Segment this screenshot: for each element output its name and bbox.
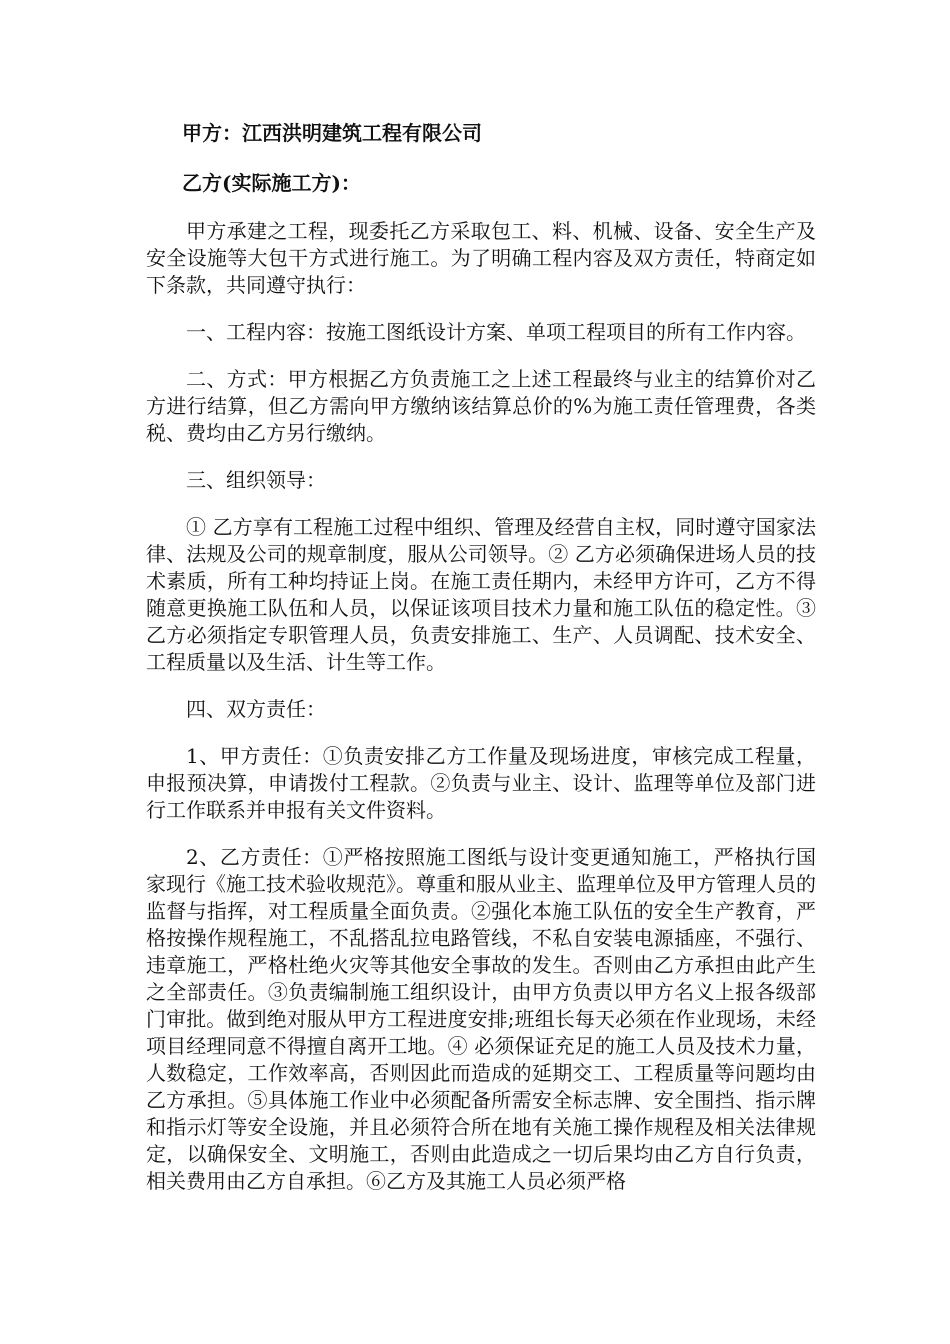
- section-3-title: 三、组织领导：: [186, 468, 326, 492]
- party-a-line: 甲方：江西洪明建筑工程有限公司: [182, 121, 482, 145]
- intro-paragraph: [146, 218, 816, 299]
- party-b-line: 乙方(实际施工方)：: [182, 171, 361, 195]
- contract-page: [146, 118, 816, 1215]
- section-2-text-after-blank: %为施工责任管理费，各类税、费均由乙方另行缴纳。: [146, 394, 816, 445]
- section-4-title: 四、双方责任：: [186, 697, 326, 721]
- section-4-party-b-duties: 2、乙方责任：①严格按照施工图纸与设计变更通知施工，严格执行国家现行《施工技术验收规范》。尊重和服从业主、监理单位及甲方管理人员的监督与指挥，对工程质量全面负责。②强化本施工队伍的安全生产教育，严格按操作规程施工，不乱搭乱拉电路管线，不私自安装电源插座，不强行、违章施工，严格杜绝火灾等其他安全事故的发生。否则由乙方承担由此产生之全部责任。③负责编制施工组织设计，由甲方负责以甲方名义上报各级部门审批。做到绝对服从甲方工程进度安排;班组长每天必须在作业现场，未经项目经理同意不得擅自离开工地。④ 必须保证充足的施工人员及技术力量，人数稳定，工作效率高，否则因此而造成的延期交工、工程质量等问题均由乙方承担。⑤具体施工作业中必须配备所需安全标志牌、安全围挡、指示牌和指示灯等安全设施，并且必须符合所在地有关施工操作规程及相关法律规定，以确保安全、文明施工，否则由此造成之一切后果均由乙方自行负责，相关费用由乙方自承担。⑥乙方及其施工人员必须严格: [146, 845, 816, 1193]
- section-3-body: ① 乙方享有工程施工过程中组织、管理及经营自主权，同时遵守国家法律、法规及公司的规章制度，服从公司领导。② 乙方必须确保进场人员的技术素质，所有工种均持证上岗。在施工责任期内，未经甲方许可，乙方不得随意更换施工队伍和人员，以保证该项目技术力量和施工队伍的稳定性。③ 乙方必须指定专职管理人员，负责安排施工、生产、人员调配、技术安全、工程质量以及生活、计生等工作。: [146, 515, 816, 674]
- section-2-method: [146, 366, 816, 447]
- section-1-work-content: 一、工程内容：按施工图纸设计方案、单项工程项目的所有工作内容。: [186, 320, 806, 344]
- section-2-text-before-blank: 二、方式：甲方根据乙方负责施工之上述工程最终与业主的结算价对乙方进行结算，但乙方需向甲方缴纳该结算总价的: [146, 367, 816, 418]
- section-4-party-a-duties: 1、甲方责任：①负责安排乙方工作量及现场进度，审核完成工程量，申报预决算，申请拨付工程款。②负责与业主、设计、监理等单位及部门进行工作联系并申报有关文件资料。: [146, 744, 816, 822]
- intro-text-before-blank: 甲方承建之: [186, 219, 288, 243]
- intro-text-after-blank: 工程，现委托乙方采取包工、料、机械、设备、安全生产及安全设施等大包干方式进行施工。为了明确工程内容及双方责任，特商定如下条款，共同遵守执行：: [146, 219, 817, 297]
